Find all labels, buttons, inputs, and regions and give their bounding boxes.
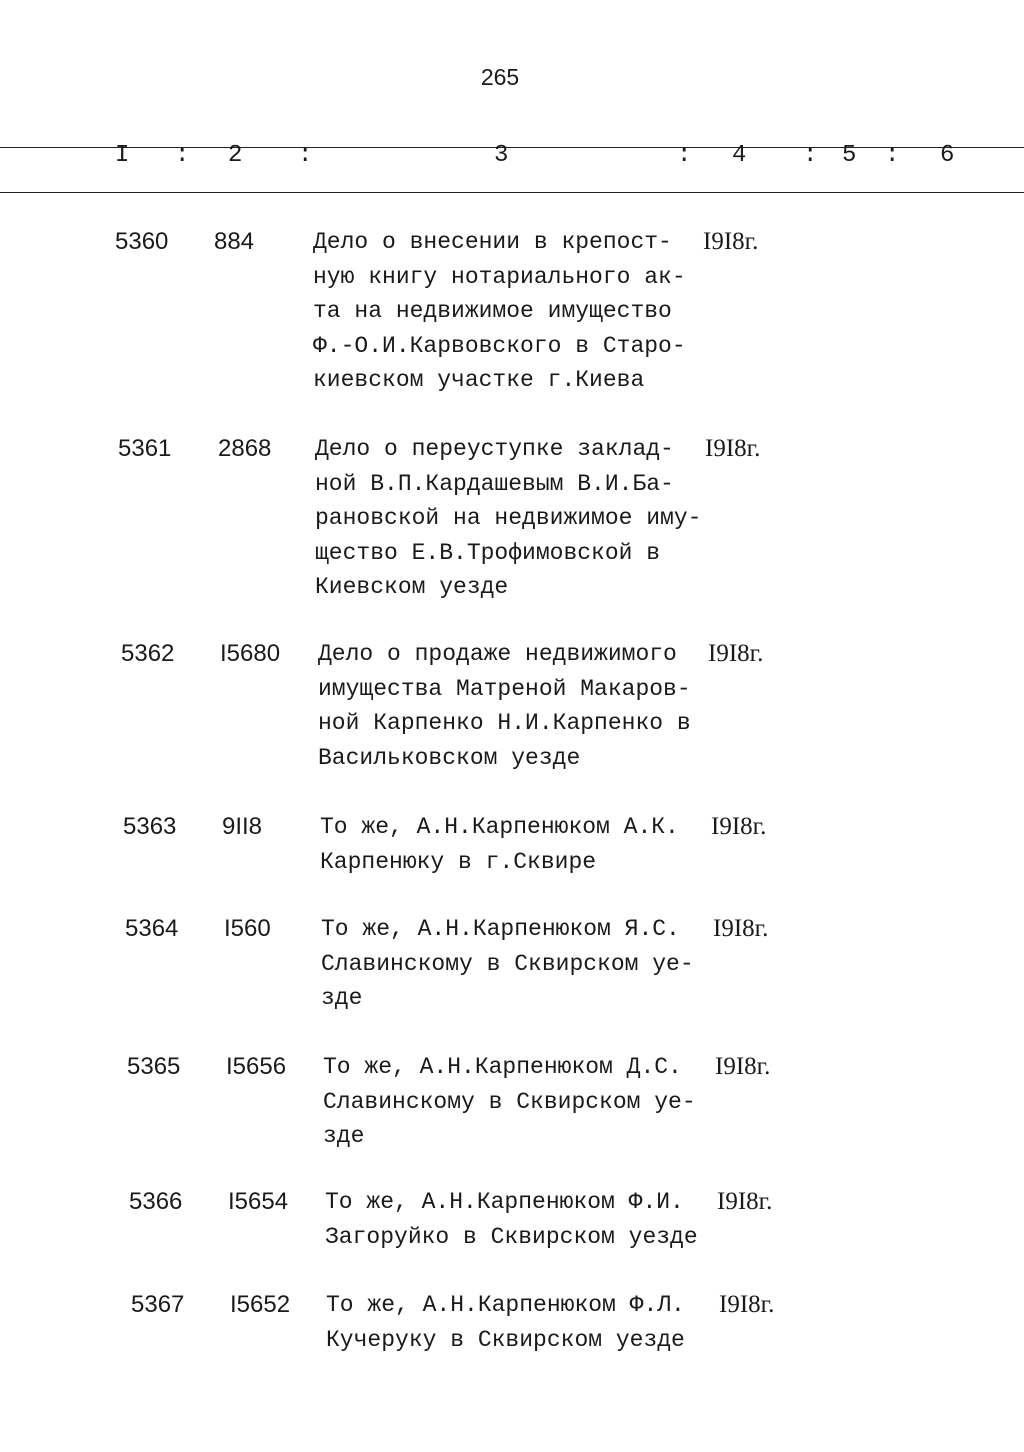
col-6: 6 xyxy=(940,142,955,169)
description-line: Дело о внесении в крепост- xyxy=(313,229,672,255)
description-line: Карпенюку в г.Сквире xyxy=(320,848,597,875)
description-line: щество Е.В.Трофимовской в xyxy=(315,539,661,566)
description xyxy=(318,637,691,775)
year: I9I8г. xyxy=(708,640,764,667)
col-3: 3 xyxy=(494,142,509,169)
old-number: I560 xyxy=(224,915,271,942)
description-line: имущества Матреной Макаров- xyxy=(318,675,691,702)
description-line: зде xyxy=(321,985,363,1011)
old-number: I5680 xyxy=(220,640,281,667)
old-number: I5656 xyxy=(226,1053,287,1080)
item-number: 5360 xyxy=(115,228,169,255)
description-line: рановской на недвижимое иму- xyxy=(315,505,702,531)
description-line: То же, А.Н.Карпенюком А.К. xyxy=(320,814,679,840)
item-number: 5367 xyxy=(131,1291,185,1318)
item-number: 5364 xyxy=(125,915,179,942)
year: I9I8г. xyxy=(713,915,769,942)
year: I9I8г. xyxy=(719,1291,775,1318)
description-line: То же, А.Н.Карпенюком Ф.Л. xyxy=(326,1292,685,1318)
col-1: I xyxy=(115,142,130,169)
description xyxy=(321,912,694,1016)
header-top-rule xyxy=(0,147,1024,148)
description xyxy=(326,1288,685,1357)
item-number: 5365 xyxy=(127,1053,181,1080)
description-line: То же, А.Н.Карпенюком Д.С. xyxy=(323,1054,682,1080)
header-bottom-rule xyxy=(0,192,1024,193)
description-line: То же, А.Н.Карпенюком Ф.И. xyxy=(325,1189,684,1215)
description-line: Дело о продаже недвижимого xyxy=(318,641,677,667)
col-sep: : xyxy=(885,142,900,169)
description-line: Славинскому в Сквирском уе- xyxy=(323,1088,696,1115)
description-line: киевском участке г.Киева xyxy=(313,367,645,393)
col-sep: : xyxy=(677,142,692,169)
col-4: 4 xyxy=(732,142,747,169)
col-2: 2 xyxy=(228,142,243,169)
year: I9I8г. xyxy=(715,1053,771,1080)
year: I9I8г. xyxy=(711,813,767,840)
description-line: Ф.-О.И.Карвовского в Старо- xyxy=(313,332,686,359)
old-number: 2868 xyxy=(218,435,272,462)
description-line: ную книгу нотариального ак- xyxy=(313,263,686,290)
item-number: 5361 xyxy=(118,435,172,462)
col-sep: : xyxy=(803,142,818,169)
description-line: То же, А.Н.Карпенюком Я.С. xyxy=(321,916,680,942)
col-sep: : xyxy=(298,142,313,169)
col-5: 5 xyxy=(842,142,857,169)
description-line: ной Карпенко Н.И.Карпенко в xyxy=(318,710,691,736)
description-line: Славинскому в Сквирском уе- xyxy=(321,950,694,977)
col-sep: : xyxy=(175,142,190,169)
item-number: 5363 xyxy=(123,813,177,840)
description-line: Дело о переуступке заклад- xyxy=(315,436,674,462)
year: I9I8г. xyxy=(703,228,759,255)
page-number: 265 xyxy=(480,64,520,90)
description-line: Васильковском уезде xyxy=(318,744,581,771)
year: I9I8г. xyxy=(717,1188,773,1215)
description-line: Кучеруку в Сквирском уезде xyxy=(326,1326,685,1353)
description xyxy=(325,1185,698,1254)
description xyxy=(313,225,686,398)
item-number: 5362 xyxy=(121,640,175,667)
year: I9I8г. xyxy=(705,435,761,462)
description xyxy=(315,432,701,605)
description-line: та на недвижимое имущество xyxy=(313,298,672,324)
description-line: Киевском уезде xyxy=(315,574,509,600)
old-number: 884 xyxy=(214,228,255,255)
description xyxy=(323,1050,696,1154)
old-number: I5652 xyxy=(230,1291,291,1318)
description-line: зде xyxy=(323,1123,365,1149)
item-number: 5366 xyxy=(129,1188,183,1215)
description xyxy=(320,810,679,879)
description-line: Загоруйко в Сквирском уезде xyxy=(325,1223,698,1250)
old-number: 9II8 xyxy=(222,813,263,840)
old-number: I5654 xyxy=(228,1188,289,1215)
description-line: ной В.П.Кардашевым В.И.Ба- xyxy=(315,470,674,497)
